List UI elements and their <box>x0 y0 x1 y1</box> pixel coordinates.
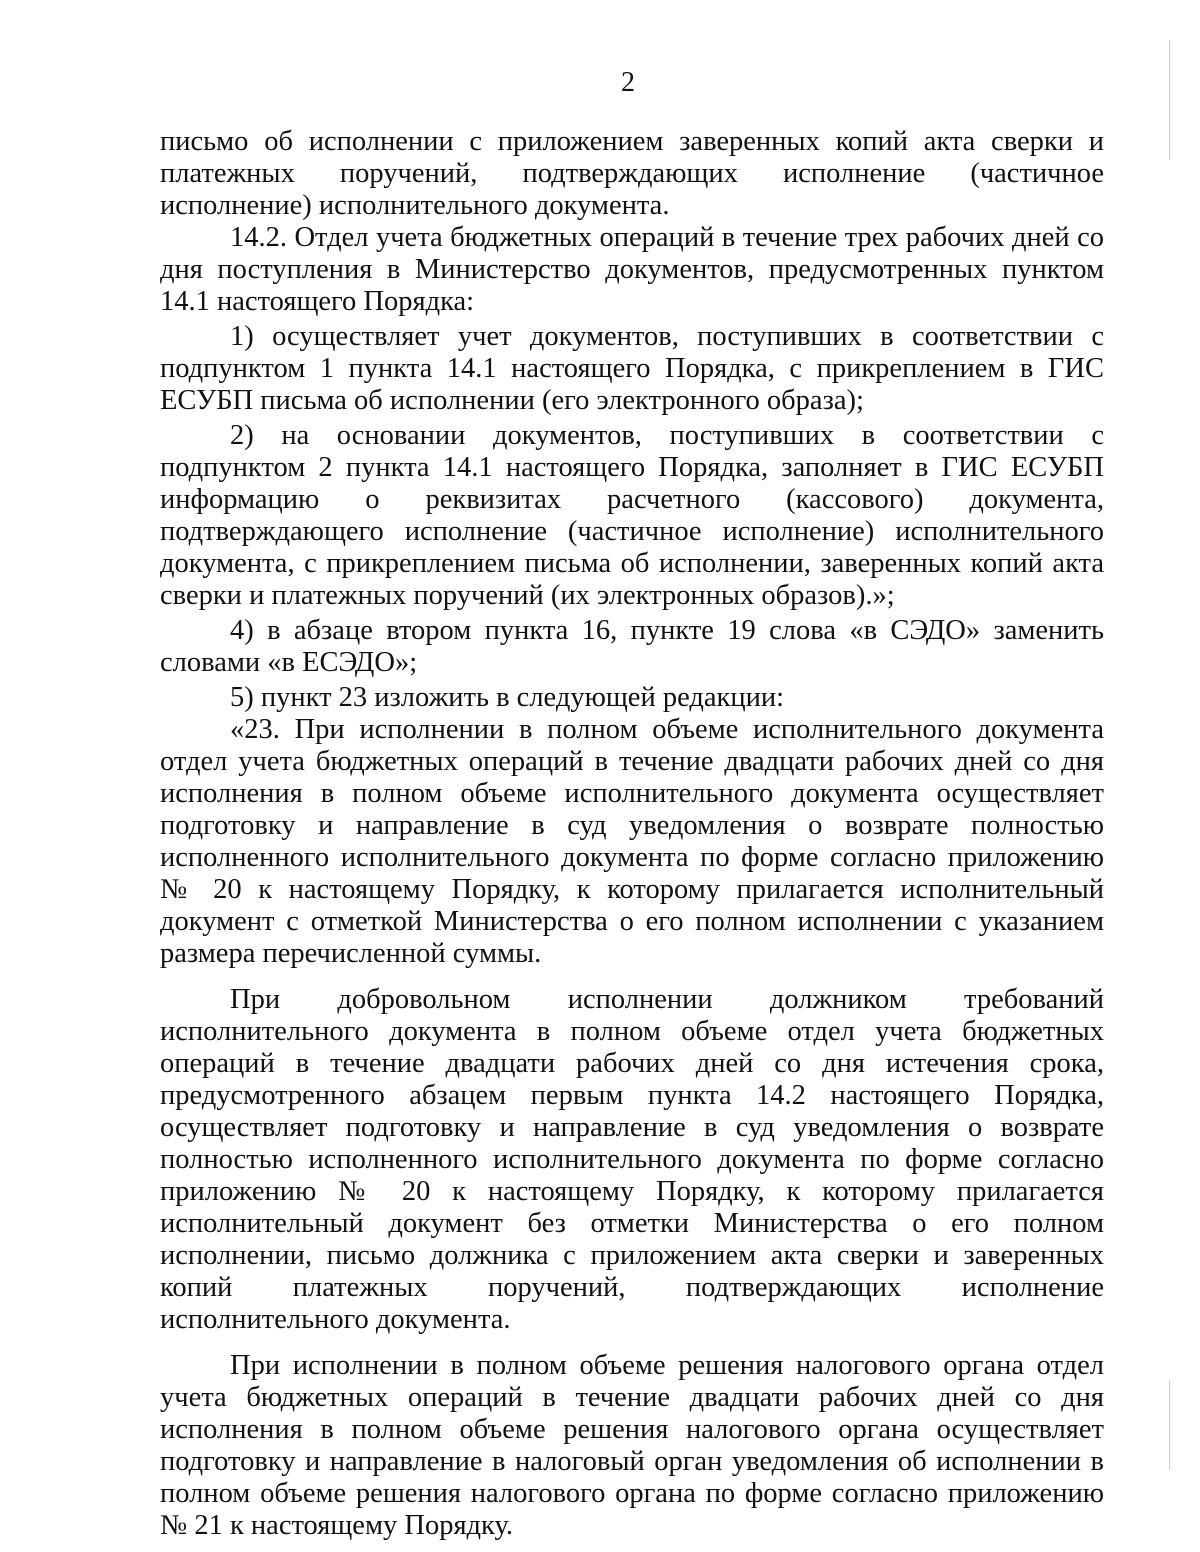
paragraph-continuation: письмо об исполнении с приложением заверенных копий акта сверки и платежных поручений, подтверждающих исполнение (частичное исполнение) исполнительного документа. <box>160 126 1104 221</box>
paragraph-subitem-1: 1) осуществляет учет документов, поступивших в соответствии с подпунктом 1 пункта 14.1 настоящего Порядка, с прикреплением в ГИС ЕСУБП письма об исполнении (его электронного образа); <box>160 321 1104 416</box>
paragraph-14-2: 14.2. Отдел учета бюджетных операций в течение трех рабочих дней со дня поступления в Министерство документов, предусмотренных пунктом 14.1 настоящего Порядка: <box>160 222 1104 317</box>
paragraph-23: «23. При исполнении в полном объеме исполнительного документа отдел учета бюджетных операций в течение двадцати рабочих дней со дня исполнения в полном объеме исполнительного документа осуществляет подготовку и направление в суд уведомления о возврате полностью исполненного исполнительного документа по форме согласно приложению № 20 к настоящему Порядку, к которому прилагается исполнительный документ с отметкой Министерства о его полном исполнении с указанием размера перечисленной суммы. <box>160 714 1104 969</box>
document-body <box>160 126 1104 1542</box>
page-number: 2 <box>621 67 635 98</box>
scan-edge-mark <box>1169 40 1170 160</box>
paragraph-item-4: 4) в абзаце втором пункта 16, пункте 19 слова «в СЭДО» заменить словами «в ЕСЭДО»; <box>160 615 1104 678</box>
paragraph-item-5: 5) пункт 23 изложить в следующей редакции: <box>230 682 785 713</box>
paragraph-subitem-2: 2) на основании документов, поступивших в соответствии с подпунктом 2 пункта 14.1 настоящего Порядка, заполняет в ГИС ЕСУБП информацию о реквизитах расчетного (кассового) документа, подтверждающего исполнение (частичное исполнение) исполнительного документа, с прикреплением письма об исполнении, заверенных копий акта сверки и платежных поручений (их электронных образов).»; <box>160 420 1104 611</box>
scan-edge-mark <box>1169 1380 1170 1470</box>
paragraph-tax-decision: При исполнении в полном объеме решения налогового органа отдел учета бюджетных операций в течение двадцати рабочих дней со дня исполнения в полном объеме решения налогового органа осуществляет подготовку и направление в налоговый орган уведомления об исполнении в полном объеме решения налогового органа по форме согласно приложению № 21 к настоящему Порядку. <box>160 1350 1104 1541</box>
paragraph-voluntary-execution: При добровольном исполнении должником требований исполнительного документа в полном объеме отдел учета бюджетных операций в течение двадцати рабочих дней со дня истечения срока, предусмотренного абзацем первым пункта 14.2 настоящего Порядка, осуществляет подготовку и направление в суд уведомления о возврате полностью исполненного исполнительного документа по форме согласно приложению № 20 к настоящему Порядку, к которому прилагается исполнительный документ без отметки Министерства о его полном исполнении, письмо должника с приложением акта сверки и заверенных копий платежных поручений, подтверждающих исполнение исполнительного документа. <box>160 984 1104 1335</box>
